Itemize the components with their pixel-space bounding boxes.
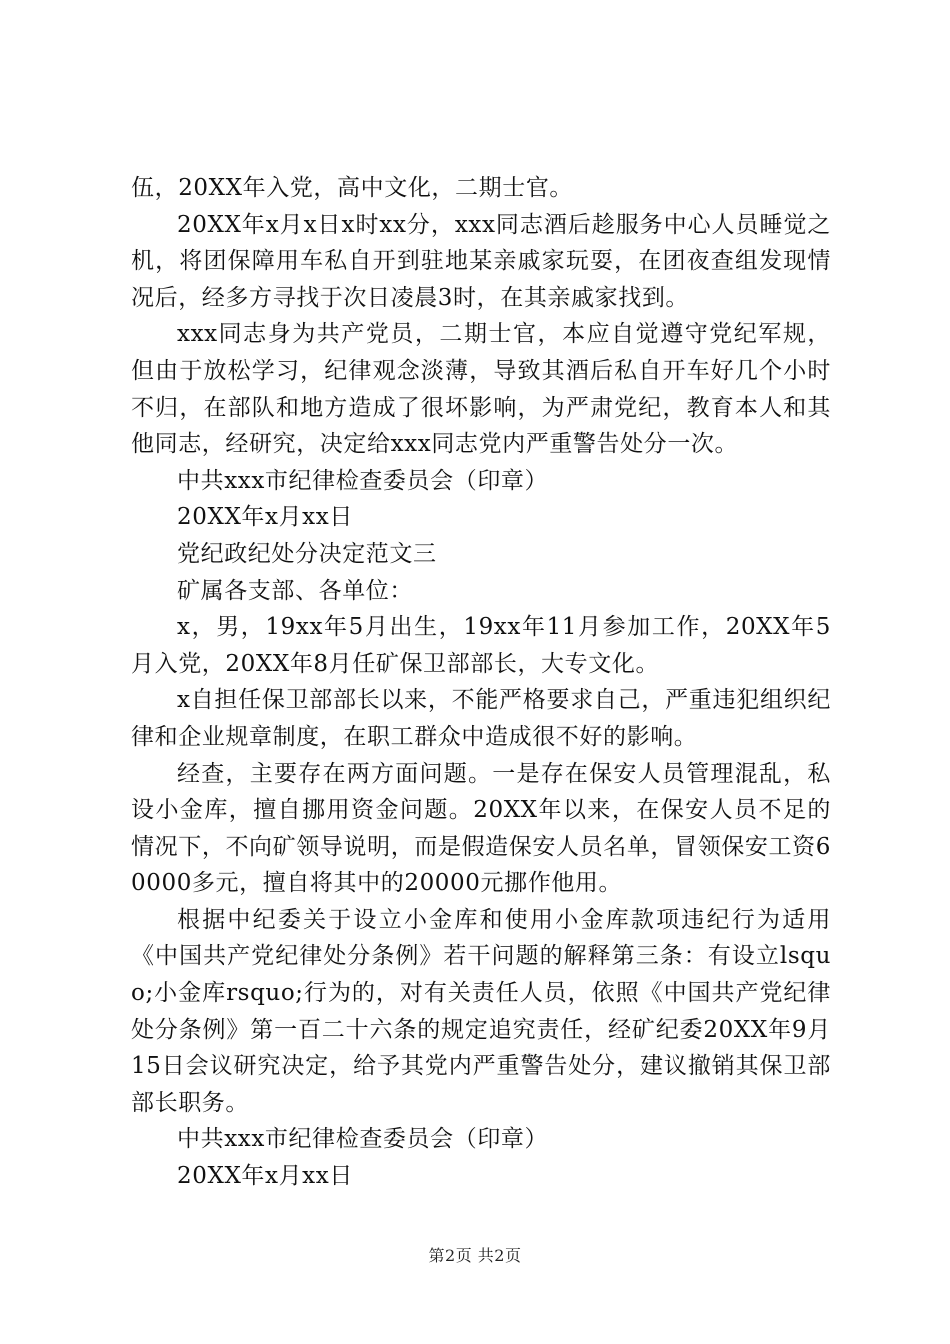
paragraph: 经查，主要存在两方面问题。一是存在保安人员管理混乱，私设小金库，擅自挪用资金问题。20XX年以来，在保安人员不足的情况下，不向矿领导说明，而是假造保安人员名单，冒领保安工资60000多元，擅自将其中的20000元挪作他用。	[131, 760, 831, 897]
signature-line: 中共xxx市纪律检查委员会（印章）	[177, 1126, 549, 1153]
paragraph: 20XX年x月x日x时xx分，xxx同志酒后趁服务中心人员睡觉之机，将团保障用车私自开到驻地某亲戚家玩耍，在团夜查组发现情况后，经多方寻找于次日凌晨3时，在其亲戚家找到。	[131, 211, 831, 311]
date-line: 20XX年x月xx日	[177, 1163, 353, 1190]
paragraph: x，男，19xx年5月出生，19xx年11月参加工作，20XX年5月入党，20XX年8月任矿保卫部部长，大专文化。	[131, 614, 831, 677]
paragraph: 根据中纪委关于设立小金库和使用小金库款项违纪行为适用《中国共产党纪律处分条例》若干问题的解释第三条：有设立lsquo;小金库rsquo;行为的，对有关责任人员，依照《中国共产党纪律处分条例》第一百二十六条的规定追究责任，经矿纪委20XX年9月15日会议研究决定，给予其党内严重警告处分，建议撤销其保卫部部长职务。	[131, 906, 831, 1116]
paragraph: 伍，20XX年入党，高中文化，二期士官。	[131, 175, 574, 201]
paragraph: xxx同志身为共产党员，二期士官，本应自觉遵守党纪军规，但由于放松学习，纪律观念淡薄，导致其酒后私自开车好几个小时不归，在部队和地方造成了很坏影响，为严肃党纪，教育本人和其他同志，经研究，决定给xxx同志党内严重警告处分一次。	[131, 321, 831, 458]
salutation: 矿属各支部、各单位：	[177, 577, 413, 604]
date-line: 20XX年x月xx日	[177, 504, 353, 531]
document-body	[131, 170, 831, 1195]
section-title: 党纪政纪处分决定范文三	[177, 540, 437, 567]
page-footer: 第2页 共2页	[428, 1246, 522, 1265]
paragraph: x自担任保卫部部长以来，不能严格要求自己，严重违犯组织纪律和企业规章制度，在职工群众中造成很不好的影响。	[131, 687, 831, 750]
signature-line: 中共xxx市纪律检查委员会（印章）	[177, 467, 549, 494]
